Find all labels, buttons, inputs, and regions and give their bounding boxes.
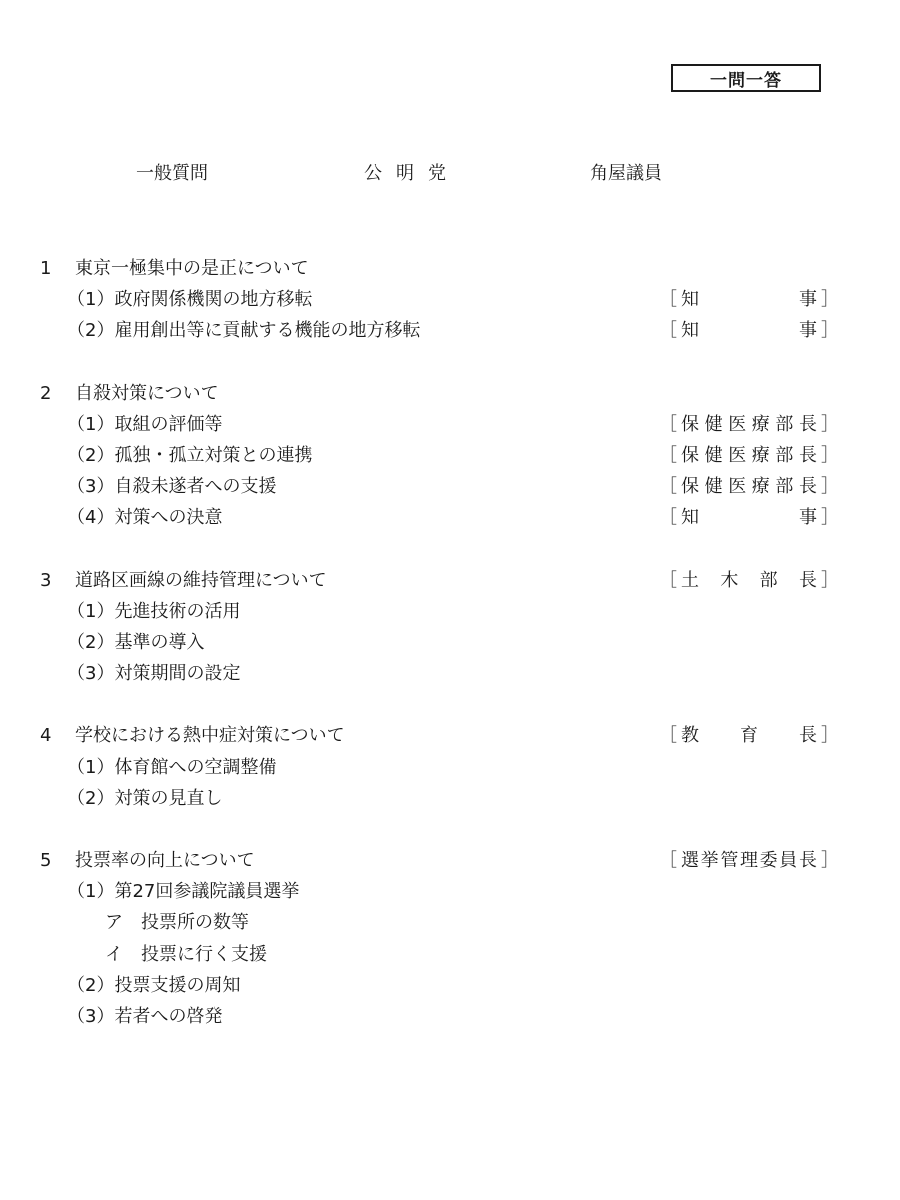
responder-name: 保 健 医 療 部 長 bbox=[681, 476, 817, 497]
responder-name: 知 事 bbox=[681, 507, 817, 528]
sub-item-text: （4）対策への決意 bbox=[67, 507, 223, 528]
party-name: 公明党 bbox=[364, 163, 460, 184]
sub-sub-item-text: ア 投票所の数等 bbox=[105, 912, 249, 933]
sub-item-text: （2）雇用創出等に貢献する機能の地方移転 bbox=[67, 320, 421, 341]
sub-item bbox=[0, 287, 900, 313]
sub-item-text: （2）基準の導入 bbox=[67, 632, 205, 653]
responder-name: 教 育 長 bbox=[681, 725, 817, 746]
section-number: 2 bbox=[40, 383, 52, 404]
sub-item-text: （2）対策の見直し bbox=[67, 788, 223, 809]
responder-label: ［ 知 事 ］ bbox=[659, 287, 839, 313]
sub-item-text: （2）投票支援の周知 bbox=[67, 975, 241, 996]
sub-item bbox=[0, 1004, 900, 1030]
sub-item bbox=[0, 661, 900, 687]
sub-item bbox=[0, 412, 900, 438]
responder-name: 知 事 bbox=[681, 320, 817, 341]
sub-item bbox=[0, 879, 900, 905]
sub-item-text: （1）取組の評価等 bbox=[67, 414, 223, 435]
section-number: 5 bbox=[40, 850, 52, 871]
section-heading bbox=[0, 381, 900, 407]
section-heading-text: 自殺対策について bbox=[75, 383, 219, 404]
sub-sub-item-text: イ 投票に行く支援 bbox=[105, 944, 267, 965]
section-number: 1 bbox=[40, 258, 52, 279]
responder-label: ［ 教 育 長 ］ bbox=[659, 723, 839, 749]
section-heading-text: 投票率の向上について bbox=[75, 850, 255, 871]
responder-name: 土 木 部 長 bbox=[681, 570, 817, 591]
responder-name: 保 健 医 療 部 長 bbox=[681, 414, 817, 435]
responder-name: 保 健 医 療 部 長 bbox=[681, 445, 817, 466]
section-number: 4 bbox=[40, 725, 52, 746]
sub-item bbox=[0, 630, 900, 656]
sub-item bbox=[0, 755, 900, 781]
sub-item bbox=[0, 505, 900, 531]
sub-item-text: （1）第27回参議院議員選挙 bbox=[67, 881, 300, 902]
sub-item bbox=[0, 474, 900, 500]
responder-label: ［ 知 事 ］ bbox=[659, 318, 839, 344]
section-heading bbox=[0, 848, 900, 874]
sub-item bbox=[0, 318, 900, 344]
question-format-badge: 一問一答 bbox=[671, 64, 821, 92]
section-heading bbox=[0, 256, 900, 282]
member-name: 角屋議員 bbox=[590, 163, 662, 184]
responder-label: ［ 保 健 医 療 部 長 ］ bbox=[659, 412, 839, 438]
responder-label: ［ 選 挙 管 理 委 員 長 ］ bbox=[659, 848, 839, 874]
sub-sub-item bbox=[0, 910, 900, 936]
sub-item-text: （2）孤独・孤立対策との連携 bbox=[67, 445, 313, 466]
responder-name: 知 事 bbox=[681, 289, 817, 310]
sub-item-text: （1）体育館への空調整備 bbox=[67, 757, 277, 778]
sub-item bbox=[0, 443, 900, 469]
section-heading bbox=[0, 568, 900, 594]
responder-label: ［ 土 木 部 長 ］ bbox=[659, 568, 839, 594]
section-heading bbox=[0, 723, 900, 749]
sub-item-text: （3）対策期間の設定 bbox=[67, 663, 241, 684]
question-type: 一般質問 bbox=[136, 163, 208, 184]
sub-item bbox=[0, 786, 900, 812]
responder-label: ［ 保 健 医 療 部 長 ］ bbox=[659, 474, 839, 500]
sub-sub-item bbox=[0, 942, 900, 968]
section-heading-text: 道路区画線の維持管理について bbox=[75, 570, 327, 591]
sub-item bbox=[0, 973, 900, 999]
section-heading-text: 東京一極集中の是正について bbox=[75, 258, 309, 279]
responder-label: ［ 保 健 医 療 部 長 ］ bbox=[659, 443, 839, 469]
sub-item-text: （3）自殺未遂者への支援 bbox=[67, 476, 277, 497]
sub-item-text: （1）先進技術の活用 bbox=[67, 601, 241, 622]
responder-label: ［ 知 事 ］ bbox=[659, 505, 839, 531]
sub-item-text: （3）若者への啓発 bbox=[67, 1006, 223, 1027]
sub-item-text: （1）政府関係機関の地方移転 bbox=[67, 289, 313, 310]
sub-item bbox=[0, 599, 900, 625]
responder-name: 選 挙 管 理 委 員 長 bbox=[681, 850, 817, 871]
section-number: 3 bbox=[40, 570, 52, 591]
section-heading-text: 学校における熱中症対策について bbox=[75, 725, 345, 746]
